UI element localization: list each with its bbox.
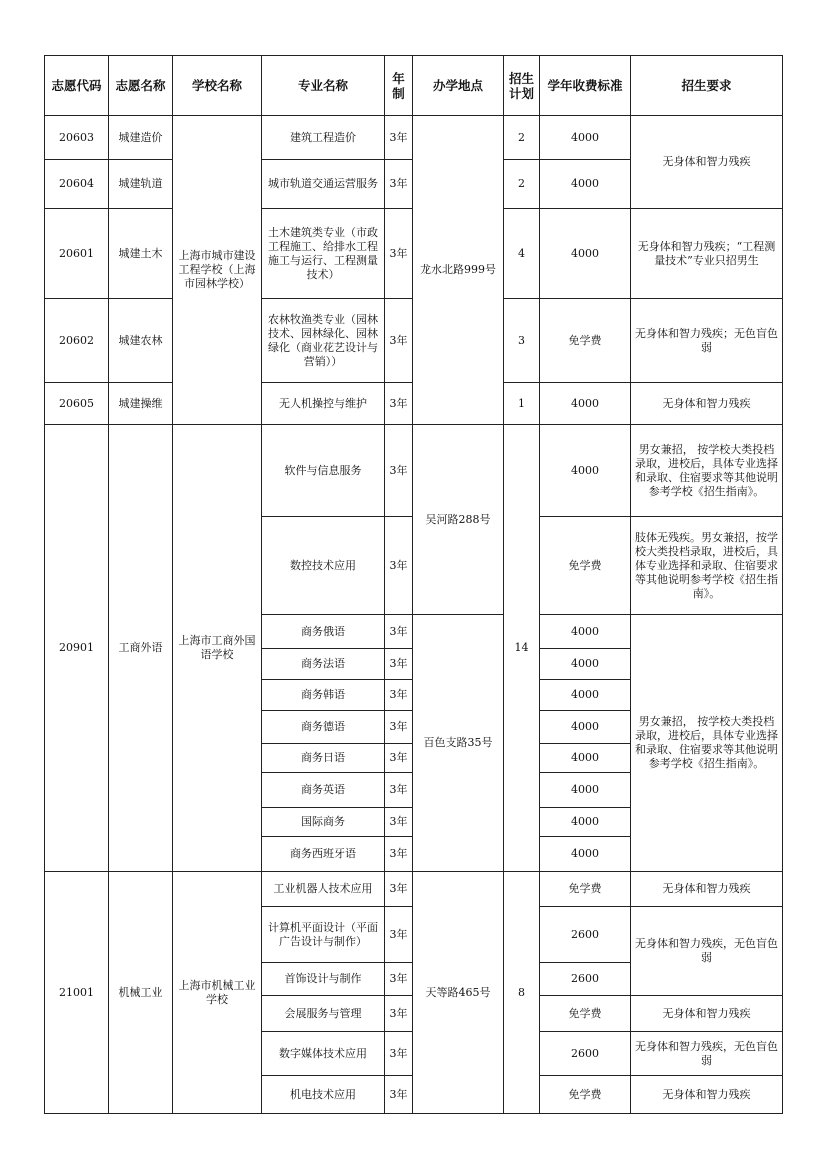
fee-cell: 4000	[540, 680, 631, 711]
code-cell: 20605	[45, 383, 109, 425]
plan-cell: 14	[504, 425, 540, 872]
years-cell: 3年	[385, 1032, 413, 1076]
name-cell: 工商外语	[109, 425, 173, 872]
years-cell: 3年	[385, 773, 413, 808]
major-cell: 商务韩语	[262, 680, 385, 711]
plan-cell: 8	[504, 872, 540, 1114]
fee-cell: 4000	[540, 383, 631, 425]
years-cell: 3年	[385, 907, 413, 963]
fee-cell: 4000	[540, 116, 631, 160]
major-cell: 计算机平面设计（平面广告设计与制作）	[262, 907, 385, 963]
fee-cell: 2600	[540, 1032, 631, 1076]
fee-cell: 4000	[540, 160, 631, 209]
name-cell: 城建农林	[109, 299, 173, 383]
major-cell: 数控技术应用	[262, 517, 385, 615]
years-cell: 3年	[385, 872, 413, 907]
major-cell: 商务西班牙语	[262, 837, 385, 872]
years-cell: 3年	[385, 996, 413, 1032]
fee-cell: 4000	[540, 209, 631, 299]
requirement-cell: 无身体和智力残疾；无色盲色弱	[631, 299, 783, 383]
years-cell: 3年	[385, 744, 413, 773]
requirement-cell: 男女兼招， 按学校大类投档录取，进校后，具体专业选择和录取、住宿要求等其他说明参考学校《招生指南》。	[631, 425, 783, 517]
years-cell: 3年	[385, 517, 413, 615]
code-cell: 20901	[45, 425, 109, 872]
name-cell: 城建造价	[109, 116, 173, 160]
school-cell: 上海市城市建设工程学校（上海市园林学校）	[173, 116, 262, 425]
location-cell: 天等路465号	[413, 872, 504, 1114]
major-cell: 无人机操控与维护	[262, 383, 385, 425]
header-major: 专业名称	[262, 56, 385, 116]
header-row	[45, 56, 783, 116]
years-cell: 3年	[385, 711, 413, 744]
requirement-cell: 男女兼招， 按学校大类投档录取，进校后，具体专业选择和录取、住宿要求等其他说明参考学校《招生指南》。	[631, 615, 783, 872]
major-cell: 国际商务	[262, 808, 385, 837]
header-location: 办学地点	[413, 56, 504, 116]
major-cell: 商务英语	[262, 773, 385, 808]
code-cell: 20601	[45, 209, 109, 299]
requirement-cell: 无身体和智力残疾，无色盲色弱	[631, 907, 783, 996]
requirement-cell: 无身体和智力残疾	[631, 872, 783, 907]
plan-cell: 4	[504, 209, 540, 299]
years-cell: 3年	[385, 649, 413, 680]
fee-cell: 2600	[540, 963, 631, 996]
major-cell: 建筑工程造价	[262, 116, 385, 160]
header-name: 志愿名称	[109, 56, 173, 116]
location-cell: 百色支路35号	[413, 615, 504, 872]
code-cell: 20603	[45, 116, 109, 160]
years-cell: 3年	[385, 116, 413, 160]
name-cell: 城建土木	[109, 209, 173, 299]
years-cell: 3年	[385, 808, 413, 837]
years-cell: 3年	[385, 837, 413, 872]
requirement-cell: 无身体和智力残疾；“工程测量技术”专业只招男生	[631, 209, 783, 299]
fee-cell: 4000	[540, 649, 631, 680]
location-cell: 吴河路288号	[413, 425, 504, 615]
fee-cell: 4000	[540, 808, 631, 837]
major-cell: 农林牧渔类专业（园林技术、园林绿化、园林绿化（商业花艺设计与营销））	[262, 299, 385, 383]
header-years: 年制	[385, 56, 413, 116]
header-plan: 招生计划	[504, 56, 540, 116]
major-cell: 商务德语	[262, 711, 385, 744]
fee-cell: 4000	[540, 773, 631, 808]
years-cell: 3年	[385, 680, 413, 711]
major-cell: 数字媒体技术应用	[262, 1032, 385, 1076]
header-requirements: 招生要求	[631, 56, 783, 116]
fee-cell: 免学费	[540, 872, 631, 907]
requirement-cell: 无身体和智力残疾，无色盲色弱	[631, 1032, 783, 1076]
name-cell: 城建操维	[109, 383, 173, 425]
major-cell: 商务法语	[262, 649, 385, 680]
fee-cell: 4000	[540, 711, 631, 744]
plan-cell: 3	[504, 299, 540, 383]
years-cell: 3年	[385, 615, 413, 649]
major-cell: 工业机器人技术应用	[262, 872, 385, 907]
years-cell: 3年	[385, 383, 413, 425]
years-cell: 3年	[385, 209, 413, 299]
school-cell: 上海市机械工业学校	[173, 872, 262, 1114]
major-cell: 商务日语	[262, 744, 385, 773]
header-fee: 学年收费标准	[540, 56, 631, 116]
table-row	[45, 425, 783, 517]
admission-table	[44, 55, 783, 1114]
requirement-cell: 无身体和智力残疾	[631, 383, 783, 425]
fee-cell: 免学费	[540, 299, 631, 383]
plan-cell: 2	[504, 160, 540, 209]
major-cell: 商务俄语	[262, 615, 385, 649]
years-cell: 3年	[385, 963, 413, 996]
code-cell: 20604	[45, 160, 109, 209]
years-cell: 3年	[385, 1076, 413, 1114]
fee-cell: 4000	[540, 837, 631, 872]
fee-cell: 2600	[540, 907, 631, 963]
plan-cell: 2	[504, 116, 540, 160]
years-cell: 3年	[385, 299, 413, 383]
location-cell: 龙水北路999号	[413, 116, 504, 425]
fee-cell: 免学费	[540, 996, 631, 1032]
fee-cell: 4000	[540, 615, 631, 649]
requirement-cell: 无身体和智力残疾	[631, 996, 783, 1032]
major-cell: 城市轨道交通运营服务	[262, 160, 385, 209]
major-cell: 软件与信息服务	[262, 425, 385, 517]
major-cell: 土木建筑类专业（市政工程施工、给排水工程施工与运行、工程测量技术）	[262, 209, 385, 299]
requirement-cell: 无身体和智力残疾	[631, 1076, 783, 1114]
major-cell: 会展服务与管理	[262, 996, 385, 1032]
fee-cell: 4000	[540, 744, 631, 773]
code-cell: 20602	[45, 299, 109, 383]
major-cell: 首饰设计与制作	[262, 963, 385, 996]
plan-cell: 1	[504, 383, 540, 425]
years-cell: 3年	[385, 160, 413, 209]
requirement-cell: 肢体无残疾。男女兼招，按学校大类投档录取，进校后，具体专业选择和录取、住宿要求等其他说明参考学校《招生指南》。	[631, 517, 783, 615]
fee-cell: 免学费	[540, 517, 631, 615]
name-cell: 城建轨道	[109, 160, 173, 209]
years-cell: 3年	[385, 425, 413, 517]
fee-cell: 免学费	[540, 1076, 631, 1114]
table-row	[45, 116, 783, 160]
fee-cell: 4000	[540, 425, 631, 517]
header-school: 学校名称	[173, 56, 262, 116]
name-cell: 机械工业	[109, 872, 173, 1114]
major-cell: 机电技术应用	[262, 1076, 385, 1114]
school-cell: 上海市工商外国语学校	[173, 425, 262, 872]
code-cell: 21001	[45, 872, 109, 1114]
requirement-cell: 无身体和智力残疾	[631, 116, 783, 209]
table-row	[45, 872, 783, 907]
header-code: 志愿代码	[45, 56, 109, 116]
